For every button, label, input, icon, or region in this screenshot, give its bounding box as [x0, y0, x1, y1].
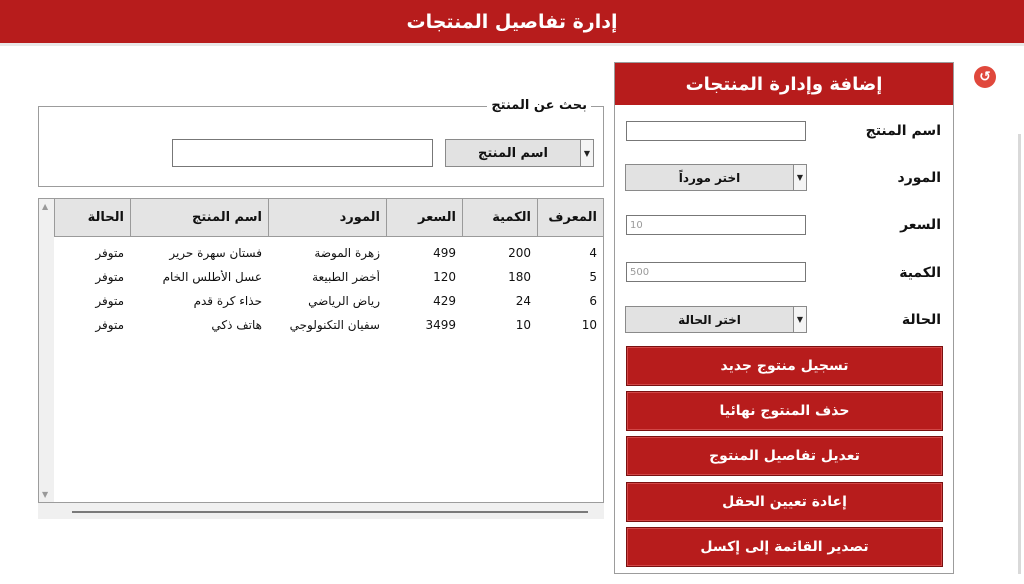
window-title: إدارة تفاصيل المنتجات	[0, 0, 1024, 43]
status-select[interactable]	[625, 306, 807, 333]
product-form-panel	[614, 62, 954, 574]
cell-quantity: 10	[515, 318, 531, 332]
status-select-value: اختر الحالة	[678, 312, 741, 327]
quantity-input[interactable]	[626, 262, 806, 282]
cell-product-name: حذاء كرة قدم	[193, 294, 262, 308]
triangle-down-icon[interactable]: ▼	[580, 140, 593, 166]
column-header-quantity[interactable]: الكمية	[462, 199, 537, 237]
triangle-down-icon[interactable]: ▼	[793, 307, 806, 332]
scrollbar-thumb[interactable]	[72, 511, 588, 513]
search-group	[38, 98, 604, 187]
cell-supplier: سفيان التكنولوجي	[289, 318, 380, 332]
cell-id: 5	[589, 270, 597, 284]
status-label: الحالة	[901, 312, 941, 328]
cell-quantity: 24	[515, 294, 531, 308]
scroll-down-icon[interactable]: ▼	[42, 490, 49, 499]
cell-status: متوفر	[95, 318, 124, 332]
delete-product-button[interactable]: حذف المنتوج نهائيا	[626, 391, 943, 431]
edit-product-button[interactable]: تعديل تفاصيل المنتوج	[626, 436, 943, 476]
cell-quantity: 180	[508, 270, 531, 284]
export-excel-button[interactable]: تصدير القائمة إلى إكسل	[626, 527, 943, 567]
triangle-down-icon[interactable]: ▼	[793, 165, 806, 190]
table-body	[54, 241, 603, 337]
cell-product-name: فستان سهرة حرير	[169, 246, 262, 260]
cell-supplier: رياض الرياضي	[308, 294, 380, 308]
column-header-price[interactable]: السعر	[386, 199, 462, 237]
column-header-product-name[interactable]: اسم المنتج	[130, 199, 268, 237]
cell-id: 10	[581, 318, 597, 332]
supplier-label: المورد	[897, 170, 941, 186]
cell-status: متوفر	[95, 246, 124, 260]
price-input[interactable]	[626, 215, 806, 235]
products-table	[38, 198, 604, 503]
product-name-label: اسم المنتج	[865, 123, 941, 139]
price-label: السعر	[900, 217, 941, 233]
table-header	[54, 199, 603, 237]
column-header-supplier[interactable]: المورد	[268, 199, 386, 237]
cell-product-name: هاتف ذكي	[211, 318, 262, 332]
search-field-value: اسم المنتج	[478, 145, 548, 161]
undo-icon[interactable]: ↺	[974, 66, 996, 88]
title-divider	[0, 43, 1024, 46]
table-vertical-scrollbar[interactable]	[39, 199, 54, 502]
table-row[interactable]	[54, 241, 603, 265]
column-header-status[interactable]: الحالة	[54, 199, 130, 237]
cell-supplier: زهرة الموضة	[314, 246, 380, 260]
table-row[interactable]	[54, 289, 603, 313]
column-header-id[interactable]: المعرف	[537, 199, 603, 237]
register-product-button[interactable]: تسجيل منتوج جديد	[626, 346, 943, 386]
search-input[interactable]	[172, 139, 433, 167]
cell-status: متوفر	[95, 270, 124, 284]
cell-status: متوفر	[95, 294, 124, 308]
window-scrollbar[interactable]	[1018, 134, 1021, 574]
cell-price: 499	[433, 246, 456, 260]
cell-id: 4	[589, 246, 597, 260]
product-name-input[interactable]	[626, 121, 806, 141]
cell-product-name: عسل الأطلس الخام	[162, 270, 262, 284]
search-field-select[interactable]	[445, 139, 594, 167]
quantity-label: الكمية	[899, 265, 941, 281]
search-legend: بحث عن المنتج	[487, 98, 591, 113]
scroll-up-icon[interactable]: ▲	[42, 202, 49, 211]
table-row[interactable]	[54, 313, 603, 337]
cell-id: 6	[589, 294, 597, 308]
cell-price: 120	[433, 270, 456, 284]
cell-price: 3499	[425, 318, 456, 332]
supplier-select[interactable]	[625, 164, 807, 191]
table-horizontal-scrollbar[interactable]	[38, 503, 604, 519]
cell-price: 429	[433, 294, 456, 308]
cell-supplier: أخضر الطبيعة	[312, 270, 380, 284]
supplier-select-value: اختر مورداً	[678, 170, 741, 185]
form-header: إضافة وإدارة المنتجات	[615, 63, 953, 105]
cell-quantity: 200	[508, 246, 531, 260]
table-row[interactable]	[54, 265, 603, 289]
reset-fields-button[interactable]: إعادة تعيين الحقل	[626, 482, 943, 522]
